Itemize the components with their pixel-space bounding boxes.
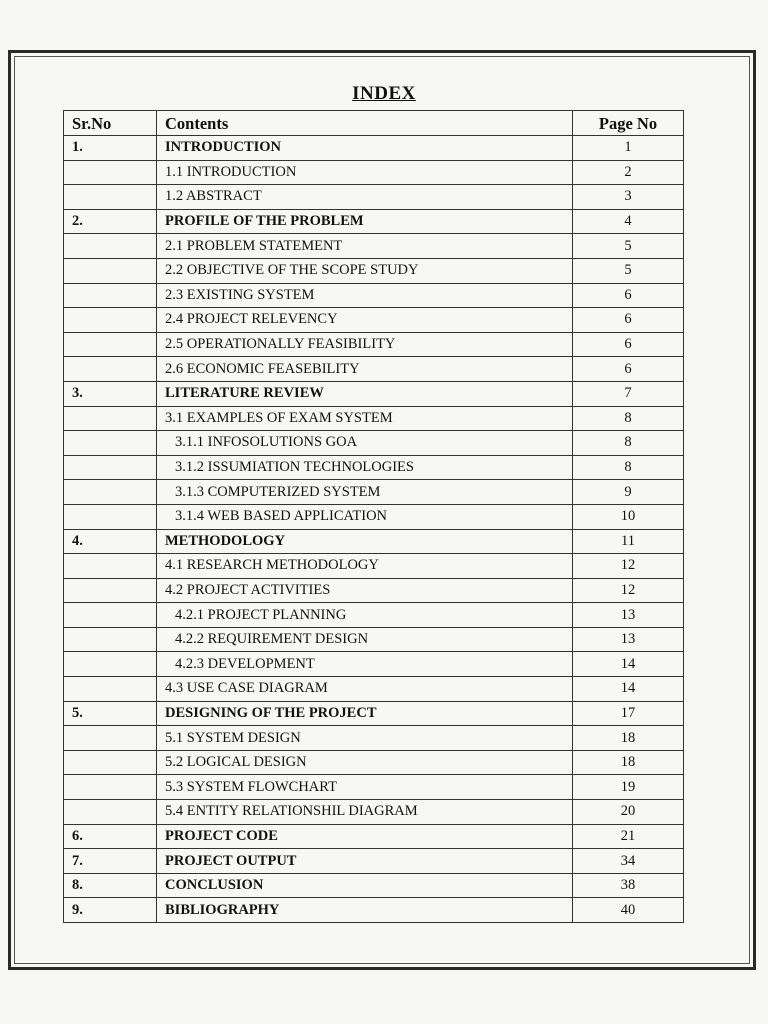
row-sr-no [64, 554, 157, 579]
row-page-no: 12 [573, 578, 684, 603]
row-page-no: 5 [573, 258, 684, 283]
row-sr-no: 1. [64, 136, 157, 161]
row-sr-no [64, 480, 157, 505]
row-sr-no: 6. [64, 824, 157, 849]
row-sr-no [64, 357, 157, 382]
row-page-no: 14 [573, 652, 684, 677]
table-row [64, 873, 684, 898]
row-sr-no [64, 603, 157, 628]
row-sr-no [64, 726, 157, 751]
row-page-no: 4 [573, 209, 684, 234]
header-page-no: Page No [573, 111, 684, 136]
row-sr-no [64, 750, 157, 775]
row-page-no: 11 [573, 529, 684, 554]
row-page-no: 18 [573, 726, 684, 751]
row-sr-no: 5. [64, 701, 157, 726]
row-page-no: 9 [573, 480, 684, 505]
row-sr-no [64, 160, 157, 185]
table-row [64, 529, 684, 554]
row-sr-no: 2. [64, 209, 157, 234]
row-page-no: 40 [573, 898, 684, 923]
row-content: 4.2.1 PROJECT PLANNING [157, 603, 573, 628]
table-row [64, 800, 684, 825]
table-row [64, 726, 684, 751]
row-sr-no [64, 455, 157, 480]
table-row [64, 332, 684, 357]
table-row [64, 136, 684, 161]
table-row [64, 455, 684, 480]
row-sr-no [64, 258, 157, 283]
table-row [64, 283, 684, 308]
row-page-no: 1 [573, 136, 684, 161]
row-sr-no [64, 406, 157, 431]
row-content: 5.2 LOGICAL DESIGN [157, 750, 573, 775]
table-row [64, 431, 684, 456]
row-page-no: 38 [573, 873, 684, 898]
table-row [64, 775, 684, 800]
row-page-no: 5 [573, 234, 684, 259]
row-content: CONCLUSION [157, 873, 573, 898]
row-content: 3.1.4 WEB BASED APPLICATION [157, 504, 573, 529]
row-content: 5.4 ENTITY RELATIONSHIL DIAGRAM [157, 800, 573, 825]
row-content: PROFILE OF THE PROBLEM [157, 209, 573, 234]
row-page-no: 12 [573, 554, 684, 579]
row-sr-no [64, 677, 157, 702]
row-page-no: 6 [573, 357, 684, 382]
row-content: DESIGNING OF THE PROJECT [157, 701, 573, 726]
row-sr-no: 8. [64, 873, 157, 898]
row-sr-no [64, 652, 157, 677]
row-content: PROJECT OUTPUT [157, 849, 573, 874]
table-row [64, 357, 684, 382]
row-sr-no: 9. [64, 898, 157, 923]
row-sr-no [64, 800, 157, 825]
row-page-no: 8 [573, 455, 684, 480]
row-page-no: 10 [573, 504, 684, 529]
row-content: 4.1 RESEARCH METHODOLOGY [157, 554, 573, 579]
row-page-no: 6 [573, 308, 684, 333]
row-content: INTRODUCTION [157, 136, 573, 161]
row-sr-no [64, 578, 157, 603]
index-title: INDEX [352, 83, 416, 104]
row-page-no: 17 [573, 701, 684, 726]
row-content: 2.1 PROBLEM STATEMENT [157, 234, 573, 259]
row-content: 4.2.2 REQUIREMENT DESIGN [157, 627, 573, 652]
row-content: 2.4 PROJECT RELEVENCY [157, 308, 573, 333]
row-content: 5.1 SYSTEM DESIGN [157, 726, 573, 751]
table-row [64, 701, 684, 726]
table-row [64, 480, 684, 505]
row-page-no: 18 [573, 750, 684, 775]
row-sr-no [64, 185, 157, 210]
row-content: 4.2.3 DEVELOPMENT [157, 652, 573, 677]
row-sr-no [64, 308, 157, 333]
table-row [64, 849, 684, 874]
table-row [64, 750, 684, 775]
row-sr-no [64, 234, 157, 259]
table-row [64, 185, 684, 210]
row-sr-no [64, 332, 157, 357]
table-row [64, 406, 684, 431]
row-sr-no [64, 504, 157, 529]
row-page-no: 3 [573, 185, 684, 210]
row-sr-no: 3. [64, 381, 157, 406]
row-page-no: 19 [573, 775, 684, 800]
row-content: 2.6 ECONOMIC FEASEBILITY [157, 357, 573, 382]
row-content: 1.1 INTRODUCTION [157, 160, 573, 185]
row-content: 3.1.3 COMPUTERIZED SYSTEM [157, 480, 573, 505]
row-sr-no: 7. [64, 849, 157, 874]
table-row [64, 381, 684, 406]
table-row [64, 652, 684, 677]
row-content: 1.2 ABSTRACT [157, 185, 573, 210]
row-page-no: 2 [573, 160, 684, 185]
table-row [64, 603, 684, 628]
row-page-no: 21 [573, 824, 684, 849]
row-page-no: 6 [573, 332, 684, 357]
row-content: 3.1.2 ISSUMIATION TECHNOLOGIES [157, 455, 573, 480]
row-sr-no [64, 775, 157, 800]
row-page-no: 7 [573, 381, 684, 406]
row-sr-no [64, 431, 157, 456]
table-row [64, 258, 684, 283]
row-content: METHODOLOGY [157, 529, 573, 554]
row-page-no: 20 [573, 800, 684, 825]
row-content: LITERATURE REVIEW [157, 381, 573, 406]
row-content: 2.2 OBJECTIVE OF THE SCOPE STUDY [157, 258, 573, 283]
table-row [64, 824, 684, 849]
row-page-no: 34 [573, 849, 684, 874]
row-content: 3.1 EXAMPLES OF EXAM SYSTEM [157, 406, 573, 431]
row-content: PROJECT CODE [157, 824, 573, 849]
row-content: 4.2 PROJECT ACTIVITIES [157, 578, 573, 603]
row-sr-no [64, 283, 157, 308]
table-row [64, 504, 684, 529]
table-row [64, 554, 684, 579]
row-page-no: 8 [573, 431, 684, 456]
row-page-no: 8 [573, 406, 684, 431]
table-row [64, 578, 684, 603]
row-content: 2.5 OPERATIONALLY FEASIBILITY [157, 332, 573, 357]
row-page-no: 14 [573, 677, 684, 702]
table-row [64, 898, 684, 923]
header-sr-no: Sr.No [64, 111, 157, 136]
table-row [64, 160, 684, 185]
row-page-no: 13 [573, 627, 684, 652]
header-contents: Contents [157, 111, 573, 136]
table-row [64, 209, 684, 234]
row-sr-no: 4. [64, 529, 157, 554]
row-content: 3.1.1 INFOSOLUTIONS GOA [157, 431, 573, 456]
row-content: 2.3 EXISTING SYSTEM [157, 283, 573, 308]
table-row [64, 308, 684, 333]
row-content: 5.3 SYSTEM FLOWCHART [157, 775, 573, 800]
index-table [63, 110, 684, 923]
row-page-no: 13 [573, 603, 684, 628]
row-content: BIBLIOGRAPHY [157, 898, 573, 923]
row-page-no: 6 [573, 283, 684, 308]
row-sr-no [64, 627, 157, 652]
header-row [64, 111, 684, 136]
table-row [64, 677, 684, 702]
row-content: 4.3 USE CASE DIAGRAM [157, 677, 573, 702]
table-row [64, 627, 684, 652]
table-row [64, 234, 684, 259]
